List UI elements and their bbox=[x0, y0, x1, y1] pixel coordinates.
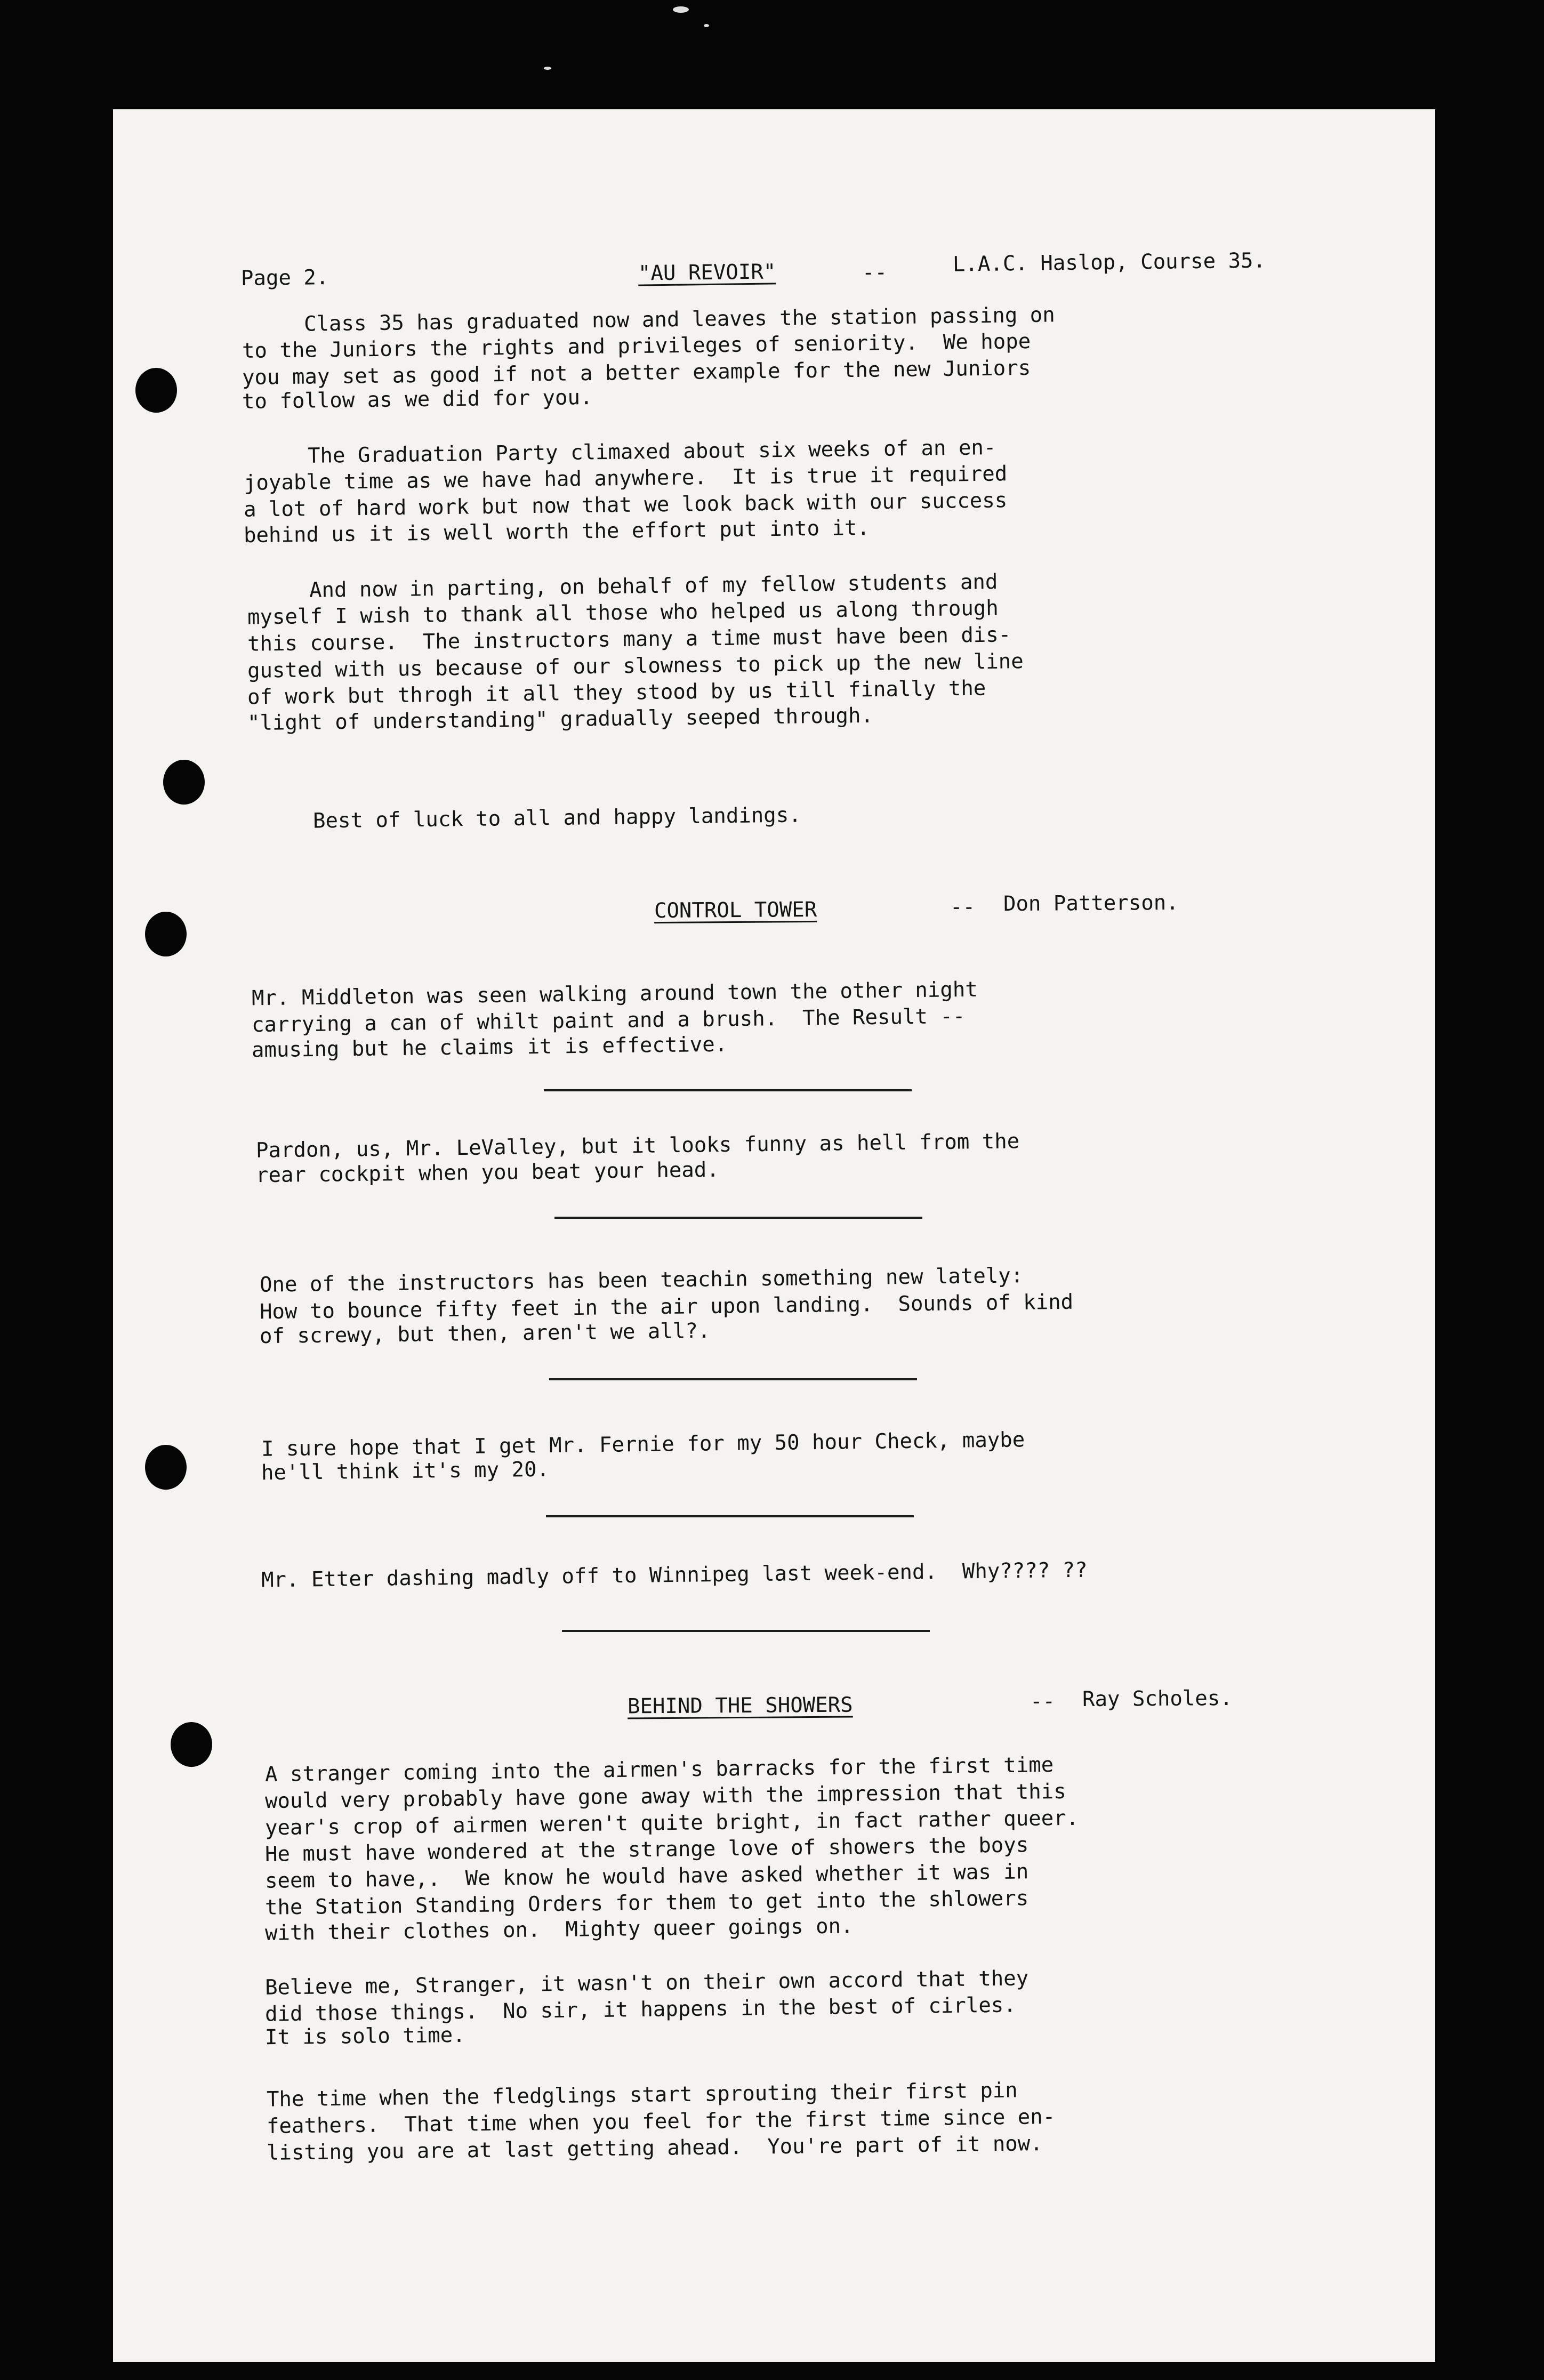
dust-speck bbox=[704, 24, 709, 27]
article-author: L.A.C. Haslop, Course 35. bbox=[952, 248, 1266, 277]
article-title: "AU REVOIR" bbox=[638, 260, 776, 286]
text-line: behind us it is well worth the effort put into it. bbox=[243, 516, 870, 548]
text-line: gusted with us because of our slowness to pick up the new line bbox=[247, 649, 1024, 683]
section-author: Don Patterson. bbox=[1003, 890, 1179, 916]
text-line: rear cockpit when you beat your head. bbox=[255, 1157, 720, 1188]
text-line: It is solo time. bbox=[264, 2023, 465, 2050]
text-line: the Station Standing Orders for them to get into the shlowers bbox=[264, 1886, 1029, 1920]
text-line: carrying a can of whilt paint and a brush. The Result -- bbox=[251, 1004, 966, 1038]
text-line: Class 35 has graduated now and leaves the station passing on bbox=[303, 303, 1056, 336]
text-line: seem to have,. We know he would have asked whether it was in bbox=[264, 1860, 1029, 1893]
text-line: How to bounce fifty feet in the air upon landing. Sounds of kind bbox=[259, 1290, 1074, 1324]
text-line: to the Juniors the rights and privileges of seniority. We hope bbox=[242, 329, 1031, 364]
text-line: Mr. Middleton was seen walking around town the other night bbox=[251, 977, 978, 1011]
text-line: with their clothes on. Mighty queer goings on. bbox=[264, 1914, 854, 1945]
section-author: Ray Scholes. bbox=[1082, 1686, 1233, 1711]
punch-hole bbox=[145, 912, 187, 956]
text-line: A stranger coming into the airmen's barracks for the first time bbox=[264, 1752, 1054, 1787]
section-dash: -- bbox=[1030, 1689, 1056, 1714]
text-line: feathers. That time when you feel for the first time since en- bbox=[266, 2104, 1056, 2139]
text-line: I sure hope that I get Mr. Fernie for my 50 hour Check, maybe bbox=[261, 1428, 1025, 1461]
separator-line bbox=[544, 1089, 912, 1091]
text-line: did those things. No sir, it happens in the best of cirles. bbox=[264, 1993, 1017, 2027]
au-revoir-closing: Best of luck to all and happy landings. bbox=[312, 803, 801, 833]
text-line: you may set as good if not a better example for the new Juniors bbox=[242, 356, 1031, 390]
separator-line bbox=[562, 1630, 930, 1632]
text-line: He must have wondered at the strange love of showers the boys bbox=[264, 1833, 1029, 1867]
separator-line bbox=[554, 1217, 922, 1219]
separator-line bbox=[549, 1378, 917, 1380]
section-dash: -- bbox=[950, 895, 976, 920]
text-line: joyable time as we have had anywhere. It is true it required bbox=[243, 462, 1008, 495]
text-line: would very probably have gone away with the impression that this bbox=[264, 1779, 1066, 1814]
separator-line bbox=[546, 1515, 914, 1517]
title-dash: -- bbox=[862, 260, 888, 285]
section-title: BEHIND THE SHOWERS bbox=[627, 1693, 853, 1719]
text-line: a lot of hard work but now that we look back with our success bbox=[243, 488, 1008, 522]
punch-hole bbox=[135, 368, 177, 413]
dust-speck bbox=[673, 6, 689, 13]
text-line: he'll think it's my 20. bbox=[261, 1457, 550, 1485]
text-line: The time when the fledglings start sprouting their first pin bbox=[266, 2078, 1018, 2112]
text-line: year's crop of airmen weren't quite bright, in fact rather queer. bbox=[264, 1806, 1079, 1840]
text-line: this course. The instructors many a time must have been dis- bbox=[247, 623, 1011, 656]
text-line: The Graduation Party climaxed about six weeks of an en- bbox=[307, 436, 996, 468]
page-number: Page 2. bbox=[240, 265, 329, 291]
dust-speck bbox=[544, 67, 551, 70]
punch-hole bbox=[171, 1722, 212, 1767]
text-line: to follow as we did for you. bbox=[242, 385, 593, 414]
text-line: One of the instructors has been teachin something new lately: bbox=[259, 1264, 1024, 1297]
punch-hole bbox=[145, 1445, 187, 1490]
text-line: amusing but he claims it is effective. bbox=[251, 1032, 728, 1063]
text-line: myself I wish to thank all those who helped us along through bbox=[247, 596, 999, 630]
punch-hole bbox=[163, 760, 205, 805]
text-line: Mr. Etter dashing madly off to Winnipeg last week-end. Why???? ?? bbox=[261, 1558, 1088, 1593]
text-line: "light of understanding" gradually seeped through. bbox=[247, 703, 874, 736]
text-line: Believe me, Stranger, it wasn't on their own accord that they bbox=[264, 1966, 1029, 2000]
text-line: of screwy, but then, aren't we all?. bbox=[259, 1318, 711, 1349]
text-line: listing you are at last getting ahead. You're part of it now. bbox=[266, 2132, 1043, 2165]
section-title: CONTROL TOWER bbox=[654, 897, 817, 923]
text-line: of work but throgh it all they stood by us till finally the bbox=[247, 676, 986, 710]
text-line: And now in parting, on behalf of my fellow students and bbox=[309, 570, 998, 602]
typed-page bbox=[113, 109, 1435, 2362]
text-line: Pardon, us, Mr. LeValley, but it looks funny as hell from the bbox=[255, 1129, 1020, 1163]
